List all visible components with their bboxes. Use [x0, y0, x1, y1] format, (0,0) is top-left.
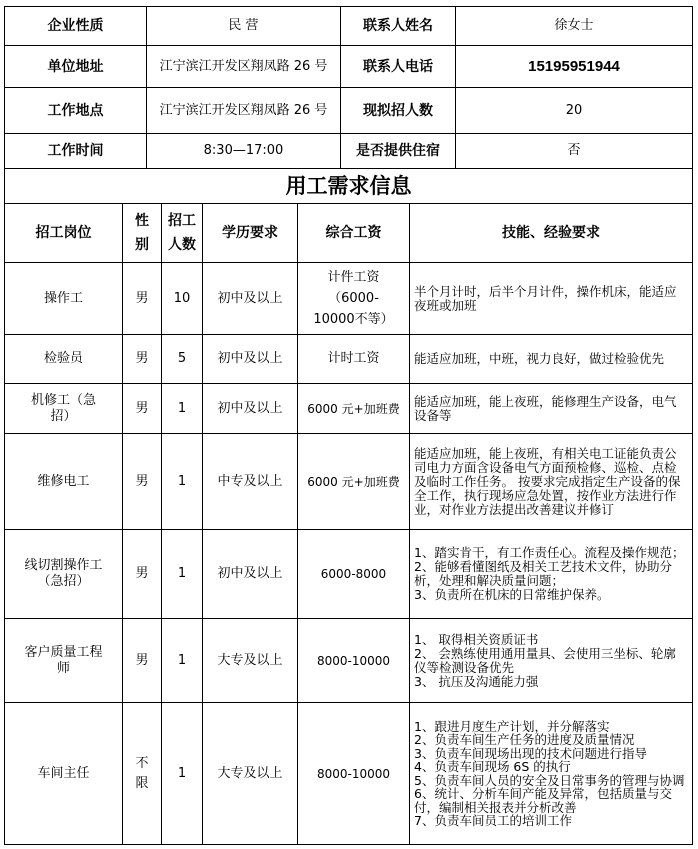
row-count: 1 — [161, 529, 203, 619]
row-education: 初中及以上 — [202, 529, 298, 619]
skill-line: 5、负责车间人员的安全及日常事务的管理与协调 — [414, 772, 685, 788]
phone-value: 15195951944 — [455, 45, 693, 88]
row-skills — [409, 262, 693, 335]
planned-hires-label: 现拟招人数 — [340, 87, 456, 134]
row-education: 大专及以上 — [202, 618, 298, 703]
row-count: 1 — [161, 702, 203, 845]
row-position: 机修工（急招） — [4, 383, 123, 434]
skill-line: 4、负责车间现场 6S 的执行 — [414, 759, 571, 774]
header-position: 招工岗位 — [4, 203, 123, 263]
row-position: 车间主任 — [4, 702, 123, 845]
row-gender: 男 — [122, 383, 162, 434]
row-count: 1 — [161, 618, 203, 703]
section-title: 用工需求信息 — [4, 168, 693, 204]
header-gender: 性别 — [122, 203, 162, 263]
work-hours-label: 工作时间 — [4, 133, 147, 169]
skill-line: 3、 抗压及沟通能力强 — [414, 673, 539, 689]
skill-line: 7、负责车间员工的培训工作 — [414, 813, 572, 828]
header-count: 招工人数 — [161, 203, 203, 263]
row-salary: 6000 元+加班费 — [297, 433, 410, 530]
row-gender: 男 — [122, 334, 162, 384]
row-position: 线切割操作工（急招） — [4, 529, 123, 619]
work-hours-value: 8:30—17:00 — [146, 133, 341, 169]
address-label: 单位地址 — [4, 45, 147, 88]
row-education: 中专及以上 — [202, 433, 298, 530]
skill-line: 1、踏实肯干，有工作责任心。流程及操作规范； — [414, 545, 685, 560]
skill-line: 2、 会熟练使用通用量具、会使用三坐标、轮廓仪等检测设备优先 — [414, 645, 676, 675]
row-position: 检验员 — [4, 334, 123, 384]
row-salary: 6000 元+加班费 — [297, 383, 410, 434]
header-education: 学历要求 — [202, 203, 298, 263]
row-gender: 男 — [122, 433, 162, 530]
row-salary: 计时工资 — [297, 334, 410, 384]
row-skills — [409, 383, 693, 434]
skill-line: 半个月计时，后半个月计件，操作机床，能适应夜班或加班 — [414, 283, 677, 313]
row-skills — [409, 334, 693, 384]
row-count: 10 — [161, 262, 203, 335]
skill-line: 1、跟进月度生产计划，并分解落实 — [414, 718, 610, 734]
row-gender: 男 — [122, 529, 162, 619]
workplace-label: 工作地点 — [4, 87, 147, 134]
row-salary: 计件工资（6000-10000不等） — [297, 262, 410, 335]
row-education: 初中及以上 — [202, 262, 298, 335]
row-gender: 男 — [122, 262, 162, 335]
row-skills — [409, 618, 693, 703]
skill-line: 6、统计、分析车间产能及异常，包括质量与交付，编制相关报表并分析改善 — [414, 786, 672, 815]
header-salary: 综合工资 — [297, 203, 410, 263]
row-salary: 8000-10000 — [297, 618, 410, 703]
company-type-label: 企业性质 — [4, 6, 147, 46]
planned-hires-value: 20 — [455, 87, 693, 134]
housing-value: 否 — [455, 133, 693, 169]
skill-line: 1、 取得相关资质证书 — [414, 631, 539, 647]
row-position: 操作工 — [4, 262, 123, 335]
skill-line: 2、能够看懂图纸及相关工艺技术文件，协助分析，处理和解决质量问题； — [414, 559, 672, 588]
row-count: 1 — [161, 383, 203, 434]
skill-line: 能适应加班，中班，视力良好，做过检验优先 — [414, 351, 665, 366]
phone-label: 联系人电话 — [340, 45, 456, 88]
row-position: 维修电工 — [4, 433, 123, 530]
skill-line: 2、负责车间生产任务的进度及质量情况 — [414, 732, 635, 747]
row-count: 1 — [161, 433, 203, 530]
row-skills — [409, 529, 693, 619]
row-education: 大专及以上 — [202, 702, 298, 845]
row-count: 5 — [161, 334, 203, 384]
housing-label: 是否提供住宿 — [340, 133, 456, 169]
header-skills: 技能、经验要求 — [409, 203, 693, 263]
contact-name-label: 联系人姓名 — [340, 6, 456, 46]
workplace-value: 江宁滨江开发区翔凤路 26 号 — [146, 87, 341, 134]
skill-line: 3、负责所在机床的日常维护保养。 — [414, 587, 610, 602]
skill-line: 3、负责车间现场出现的技术问题进行指导 — [414, 745, 647, 761]
row-salary: 8000-10000 — [297, 702, 410, 845]
row-gender: 不限 — [122, 702, 162, 845]
skill-line: 能适应加班，能上夜班，能修理生产设备，电气设备等 — [414, 393, 677, 423]
row-skills — [409, 702, 693, 845]
company-type-value: 民 营 — [146, 6, 341, 46]
address-value: 江宁滨江开发区翔凤路 26 号 — [146, 45, 341, 88]
row-gender: 男 — [122, 618, 162, 703]
contact-name-value: 徐女士 — [455, 6, 693, 46]
skill-line: 能适应加班，能上夜班，有相关电工证能负责公司电力方面含设备电气方面预检修、巡检、点检及临时工作任务。 按要求完成指定生产设备的保全工作，执行现场应急处置，按作业方法进行作业，对作业方法提出改善建议并修订 — [414, 445, 681, 517]
row-education: 初中及以上 — [202, 334, 298, 384]
row-position: 客户质量工程师 — [4, 618, 123, 703]
row-education: 初中及以上 — [202, 383, 298, 434]
row-salary: 6000-8000 — [297, 529, 410, 619]
row-skills — [409, 433, 693, 530]
